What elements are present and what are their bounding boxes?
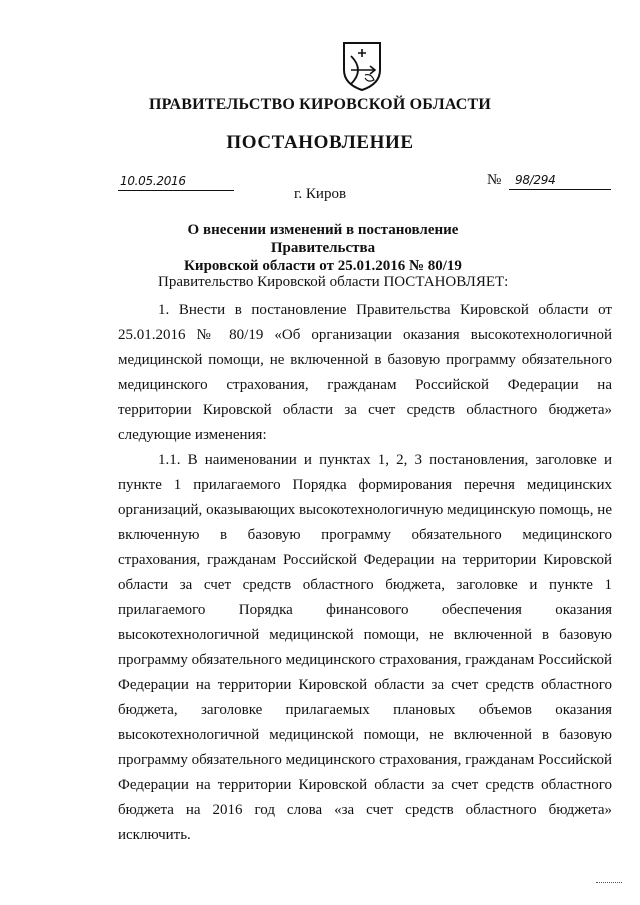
document-body [118, 270, 612, 848]
city-label: г. Киров [293, 186, 347, 202]
paragraph-1: 1. Внести в постановление Правительства Кировской области от 25.01.2016 № 80/19 «Об организации оказания высокотехнологичной медицинской помощи, не включенной в базовую программу обязательного медицинского страхования, гражданам Российской Федерации на территории Кировской области за счет средств областного бюджета» следующие изменения: [118, 302, 612, 443]
document-type-title: ПОСТАНОВЛЕНИЕ [226, 132, 414, 153]
handwritten-number: 98/294 [515, 173, 556, 187]
number-sign: № [487, 172, 502, 188]
scan-corner-mark [596, 882, 622, 887]
subject-line-2: Кировской области от 25.01.2016 № 80/19 [184, 258, 462, 274]
subject-line-1: О внесении изменений в постановление Правительства [187, 222, 459, 256]
kirov-coat-of-arms-icon [341, 40, 383, 92]
handwritten-date: 10.05.2016 [120, 174, 186, 188]
paragraph-1-1: 1.1. В наименовании и пунктах 1, 2, 3 постановления, заголовке и пункте 1 прилагаемого Порядка формирования перечня медицинских организаций, оказывающих высокотехнологичную медицинскую помощь, не включенную в базовую программу обязательного медицинского страхования, гражданам Российской Федерации на территории Кировской области за счет средств областного бюджета, заголовке и пункте 1 прилагаемого Порядка финансового обеспечения оказания высокотехнологичной медицинской помощи, не включенной в базовую программу обязательного медицинского страхования, гражданам Российской Федерации на территории Кировской области за счет средств областного бюджета, заголовке прилагаемых плановых объемов оказания высокотехнологичной медицинской помощи, не включенной в базовую программу обязательного медицинского страхования, гражданам Российской Федерации на территории Кировской области за счет средств областного бюджета на 2016 год слова «за счет средств областного бюджета» исключить. [118, 452, 612, 843]
resolution-intro: Правительство Кировской области ПОСТАНОВЛЯЕТ: [158, 274, 509, 290]
document-subject [160, 221, 486, 275]
government-title: ПРАВИТЕЛЬСТВО КИРОВСКОЙ ОБЛАСТИ [148, 96, 492, 113]
